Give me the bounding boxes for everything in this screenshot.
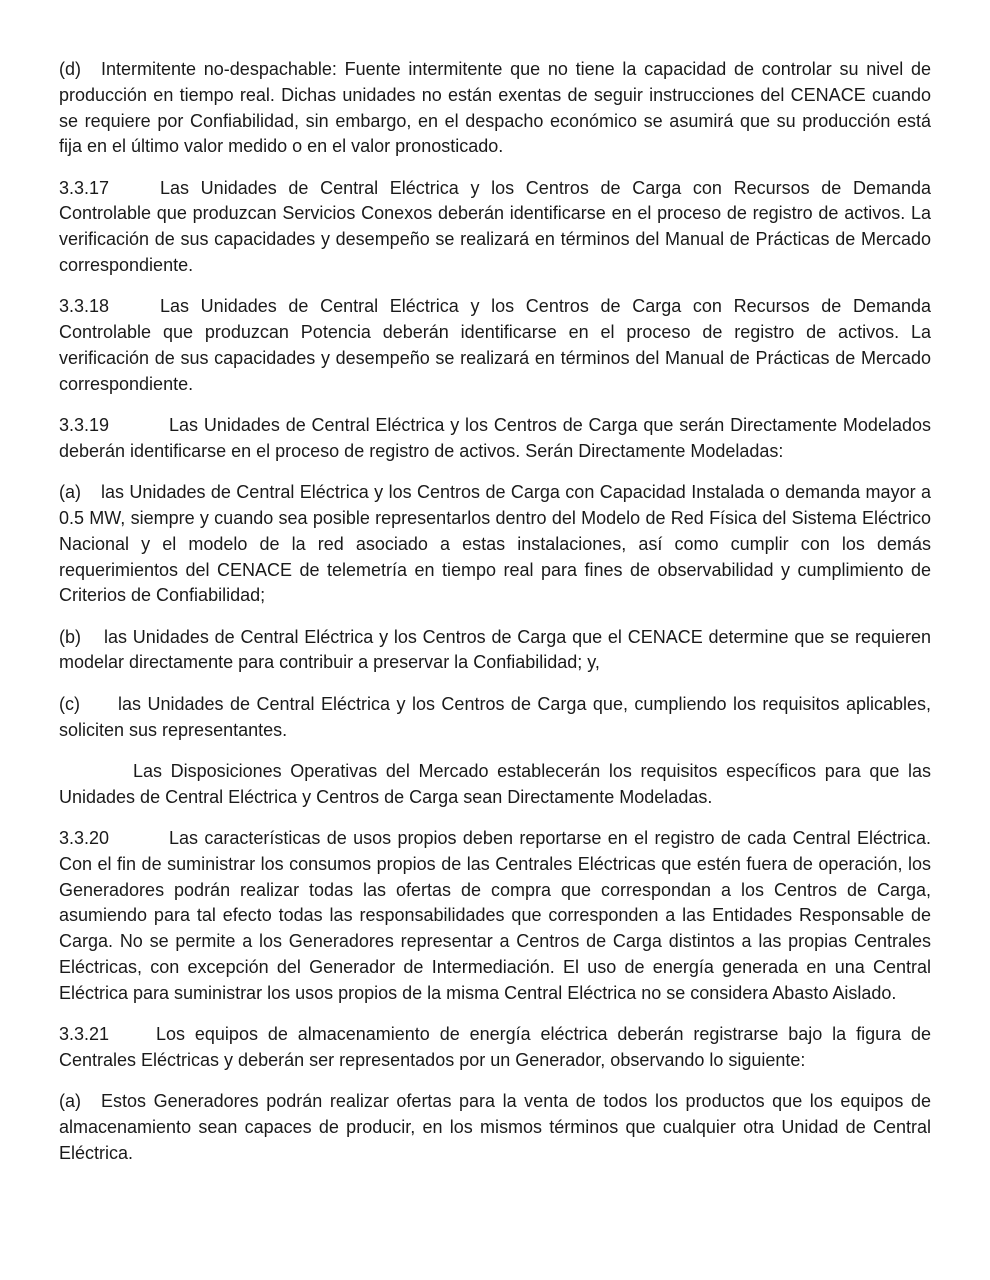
paragraph-text: Las Disposiciones Operativas del Mercado establecerán los requisitos específicos para que las Unidades de Central Eléctrica y Centros de Carga sean Directamente Modeladas.: [59, 760, 931, 807]
paragraph-text: Intermitente no-despachable: Fuente intermitente que no tiene la capacidad de controlar su nivel de producción en tiempo real. Dichas unidades no están exentas de seguir instrucciones del CENACE cuando se requiere por Confiabilidad, sin embargo, en el despacho económico se asumirá que su producción está fija en el último valor medido o en el valor pronosticado.: [59, 59, 931, 157]
section-number: 3.3.21: [59, 1024, 110, 1044]
paragraph-text: Las Unidades de Central Eléctrica y los Centros de Carga con Recursos de Demanda Controlable que produzcan Potencia deberán identificarse en el proceso de registro de activos. La verificación de sus capacidades y desempeño se realizará en términos del Manual de Prácticas de Mercado correspondiente.: [59, 296, 931, 394]
section-3-3-19: [59, 413, 931, 465]
paragraph-text: Las Unidades de Central Eléctrica y los Centros de Carga con Recursos de Demanda Controlable que produzcan Servicios Conexos deberán identificarse en el proceso de registro de activos. La verificación de sus capacidades y desempeño se realizará en términos del Manual de Prácticas de Mercado correspondiente.: [59, 177, 931, 276]
paragraph-text: las Unidades de Central Eléctrica y los Centros de Carga que el CENACE determine que se requieren modelar directamente para contribuir a preservar la Confiabilidad; y,: [59, 626, 931, 673]
paragraph-item-c: [59, 692, 931, 744]
paragraph-item-b: [59, 625, 931, 677]
paragraph-item-a-storage: [59, 1089, 931, 1166]
section-number: 3.3.17: [59, 177, 110, 198]
paragraph-text: las Unidades de Central Eléctrica y los Centros de Carga que, cumpliendo los requisitos aplicables, soliciten sus representantes.: [59, 693, 931, 740]
section-number: 3.3.19: [59, 415, 110, 436]
paragraph-text: las Unidades de Central Eléctrica y los Centros de Carga con Capacidad Instalada o demanda mayor a 0.5 MW, siempre y cuando sea posible representarlos dentro del Modelo de Red Física del Sistema Eléctrico Nacional y el modelo de la red asociado a estas instalaciones, así como cumplir con los demás requerimientos del CENACE de telemetría en tiempo real para fines de observabilidad y cumplimiento de Criterios de Confiabilidad;: [59, 482, 931, 606]
paragraph-item-a: [59, 480, 931, 609]
paragraph-item-d: [59, 57, 931, 160]
paragraph-text: Las Unidades de Central Eléctrica y los Centros de Carga que serán Directamente Modelados deberán identificarse en el proceso de registro de activos. Serán Directamente Modeladas:: [59, 415, 931, 461]
paragraph-text: Las características de usos propios deben reportarse en el registro de cada Central Eléctrica. Con el fin de suministrar los consumos propios de las Centrales Eléctricas que estén fuera de operación, los Generadores podrán realizar todas las ofertas de compra que correspondan a los Centros de Carga, asumiendo para tal efecto todas las responsabilidades que corresponden a las Entidades Responsable de Carga. No se permite a los Generadores representar a Centros de Carga distintos a las propias Centrales Eléctricas, con excepción del Generador de Intermediación. El uso de energía generada en una Central Eléctrica para suministrar los usos propios de la misma Central Eléctrica no se considera Abasto Aislado.: [59, 827, 931, 1003]
section-3-3-17: [59, 176, 931, 279]
section-3-3-20: [59, 826, 931, 1007]
paragraph-disposiciones: [59, 759, 931, 811]
section-3-3-21: [59, 1022, 931, 1074]
item-label: (a): [59, 1091, 81, 1112]
item-label: (b): [59, 626, 81, 647]
section-number: 3.3.18: [59, 296, 110, 317]
item-label: (d): [59, 59, 81, 79]
item-label: (a): [59, 482, 81, 503]
paragraph-text: Los equipos de almacenamiento de energía eléctrica deberán registrarse bajo la figura de Centrales Eléctricas y deberán ser representados por un Generador, observando lo siguiente:: [59, 1024, 931, 1070]
section-number: 3.3.20: [59, 827, 110, 848]
item-label: (c): [59, 693, 80, 714]
section-3-3-18: [59, 294, 931, 397]
paragraph-text: Estos Generadores podrán realizar ofertas para la venta de todos los productos que los equipos de almacenamiento sean capaces de producir, en los mismos términos que cualquier otra Unidad de Central Eléctrica.: [59, 1091, 931, 1163]
